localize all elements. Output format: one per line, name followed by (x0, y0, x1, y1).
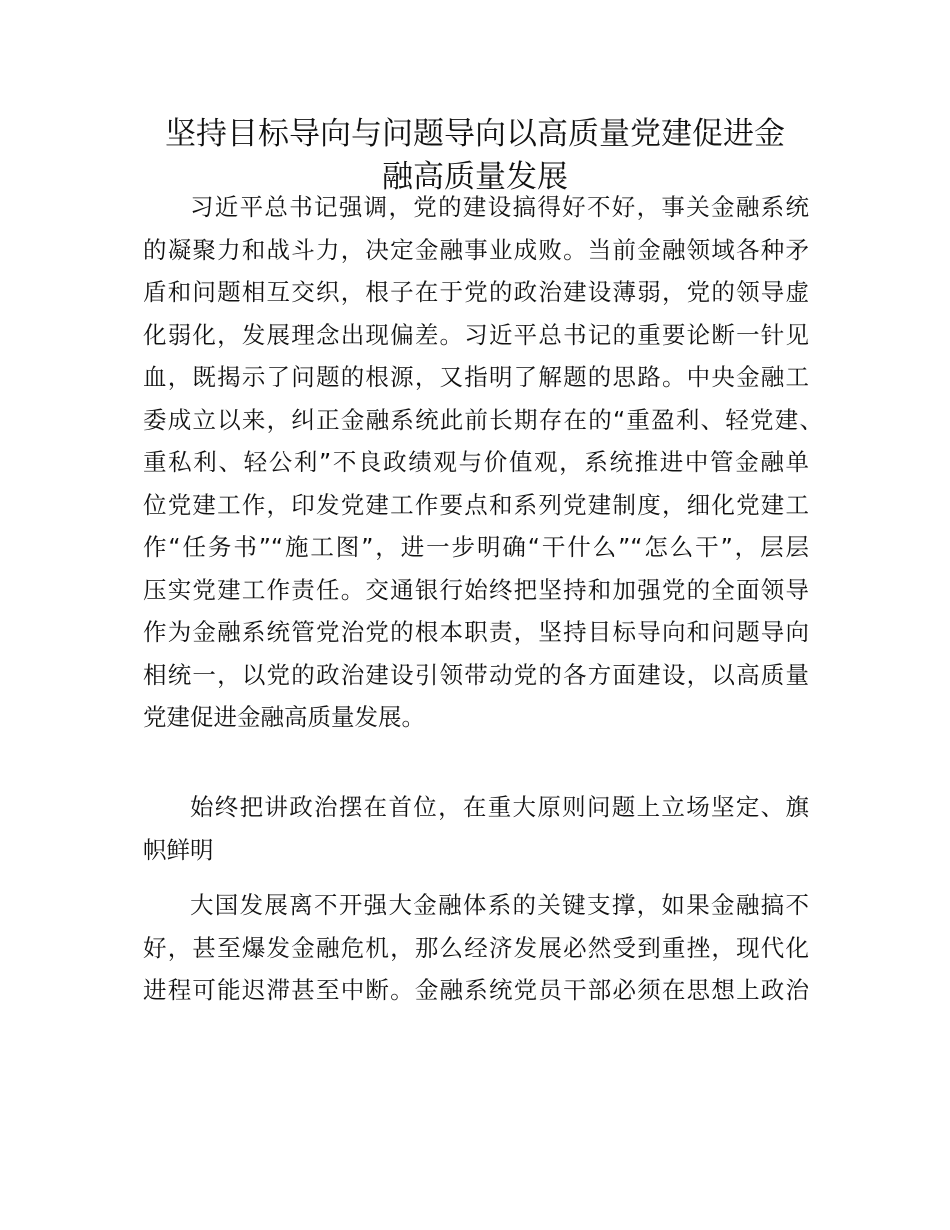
text-line: 作为金融系统管党治党的根本职责，坚持目标导向和问题导向 (143, 618, 809, 646)
text-line: 化弱化，发展理念出现偏差。习近平总书记的重要论断一针见 (143, 320, 809, 349)
section-heading (143, 786, 809, 871)
text-line: 进程可能迟滞甚至中断。金融系统党员干部必须在思想上政治 (143, 976, 809, 1004)
text-line: 大国发展离不开强大金融体系的关键支撑，如果金融搞不 (190, 891, 809, 919)
paragraph-intro (143, 186, 823, 739)
document-title-line-2: 融高质量发展 (382, 159, 568, 195)
text-line: 重私利、轻公利”不良政绩观与价值观，系统推进中管金融单 (143, 448, 809, 476)
text-line: 帜鲜明 (143, 835, 214, 864)
text-line: 压实党建工作责任。交通银行始终把坚持和加强党的全面领导 (143, 575, 809, 604)
text-line: 的凝聚力和战斗力，决定金融事业成败。当前金融领域各种矛 (143, 235, 809, 264)
text-line: 作“任务书”“施工图”，进一步明确“干什么”“怎么干”，层层 (143, 533, 809, 561)
document-title-line-1: 坚持目标导向与问题导向以高质量党建促进金 (165, 116, 785, 152)
text-line: 血，既揭示了问题的根源，又指明了解题的思路。中央金融工 (143, 363, 809, 391)
paragraph-body (143, 884, 809, 1012)
text-line: 始终把讲政治摆在首位，在重大原则问题上立场坚定、旗 (190, 793, 809, 821)
text-line: 相统一，以党的政治建设引领带动党的各方面建设，以高质量 (143, 660, 809, 689)
text-line: 盾和问题相互交织，根子在于党的政治建设薄弱，党的领导虚 (143, 278, 809, 306)
text-line: 位党建工作，印发党建工作要点和系列党建制度，细化党建工 (143, 490, 809, 519)
text-line: 党建促进金融高质量发展。 (143, 703, 425, 731)
text-line: 习近平总书记强调，党的建设搞得好不好，事关金融系统 (190, 193, 809, 221)
text-line: 好，甚至爆发金融危机，那么经济发展必然受到重挫，现代化 (143, 933, 809, 962)
text-line: 委成立以来，纠正金融系统此前长期存在的“重盈利、轻党建、 (143, 405, 823, 434)
